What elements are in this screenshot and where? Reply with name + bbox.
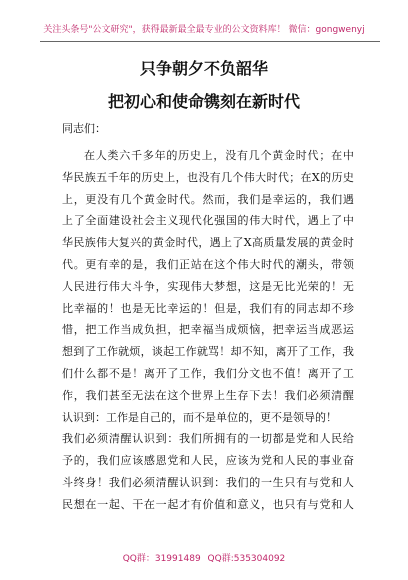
- body-line: 我 们 必 须 清 醒 认 识 到 ： 我 们 所 拥 有 的 一 切 都 是 党 和 人 民 给: [62, 432, 354, 446]
- body-line: 比 幸 福 的 ！ 也 是 无 比 幸 运 的 ！ 但 是 ， 我 们 有 的 同 志 却 不 珍: [62, 301, 354, 315]
- body-line: 们 什 么 都 不 是 ！ 离 开 了 工 作 ， 我 们 分 文 也 不 值 ！ 离 开 了 工: [62, 366, 354, 380]
- body-line: 上 了 全 面 建 设 社 会 主 义 现 代 化 强 国 的 伟 大 时 代 ， 遇 上 了 中: [62, 214, 354, 228]
- body-line: 斗 终 身 ！ 我 们 必 须 清 醒 认 识 到 ： 我 们 的 一 生 只 有 与 党 和 人: [62, 475, 354, 489]
- body-line: 惜 ， 把 工 作 当 成 负 担 ， 把 幸 福 当 成 烦 恼 ， 把 幸 运 当 成 恶 运: [62, 323, 354, 337]
- body-line: 上 ， 更 没 有 几 个 黄 金 时 代 。 然 而 ， 我 们 是 幸 运 的 ， 我 们 遇: [62, 192, 354, 206]
- body-text: [62, 145, 354, 516]
- footer-qq-group-2: QQ群:535304092: [207, 554, 286, 564]
- salutation: 同志们：: [62, 122, 106, 135]
- body-line: 作 ， 我 们 甚 至 无 法 在 这 个 世 界 上 生 存 下 去 ！ 我 们 必 须 清 醒: [62, 388, 354, 402]
- body-line: 想 到 了 工 作 就 烦 ， 谈 起 工 作 就 骂 ！ 却 不 知 ， 离 开 了 工 作 ， 我: [62, 345, 354, 359]
- header-divider: [40, 41, 380, 42]
- footer-qq-group-1: QQ群：31991489: [122, 554, 201, 564]
- header-promo-text: 关注头条号"公文研究"，获得最新最全最专业的公文资料库！ 微信：gongwenyj: [43, 25, 365, 35]
- body-line: 人 民 进 行 伟 大 斗 争 ， 实 现 伟 大 梦 想 ， 这 是 无 比 光 荣 的 ！ 无: [62, 279, 354, 293]
- body-line: 认识到：工作是自己的，而不是单位的，更不是领导的！: [62, 410, 337, 424]
- document-title-line1: 只争朝夕不负韶华: [139, 59, 268, 78]
- body-line: 代 。 更 有 幸 的 是 ， 我 们 正 站 在 这 个 伟 大 时 代 的 潮 头 ， 带 领: [62, 257, 354, 271]
- body-line: 华 民 族 五 千 年 的 历 史 上 ， 也 没 有 几 个 伟 大 时 代 ； 在 X 的 历 史: [62, 170, 354, 184]
- body-line: 予 的 ， 我 们 应 该 感 恩 党 和 人 民 ， 应 该 为 党 和 人 民 的 事 业 奋: [62, 454, 354, 468]
- body-line: 在 人 类 六 千 多 年 的 历 史 上 ， 没 有 几 个 黄 金 时 代 ； 在 中: [84, 149, 354, 162]
- footer-qq-groups: [0, 551, 408, 564]
- body-line: 华 民 族 伟 大 复 兴 的 黄 金 时 代 ， 遇 上 了 X 高 质 量 发 展 的 黄 金 时: [62, 236, 354, 250]
- body-line: 民 想 在 一 起 、 干 在 一 起 才 有 价 值 和 意 义 ， 也 只 有 与 党 和 人: [62, 497, 354, 511]
- document-title-line2: 把初心和使命镌刻在新时代: [107, 92, 300, 111]
